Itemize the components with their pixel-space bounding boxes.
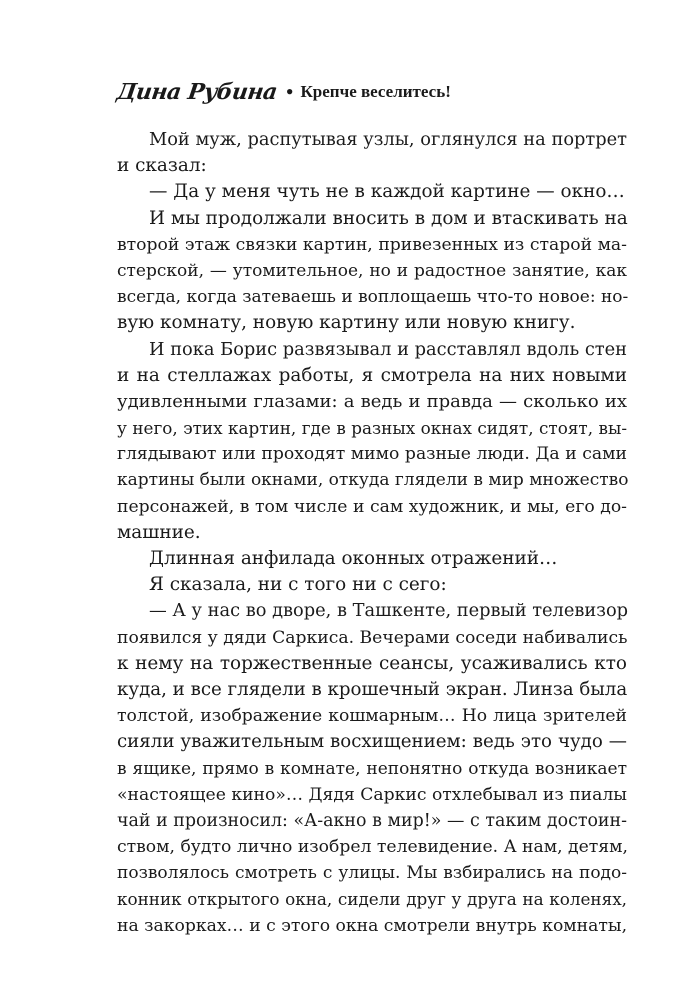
text-line: появился у дяди Саркиса. Вечерами соседи набивались (117, 627, 628, 648)
text-line: глядывают или проходят мимо разные люди. Да и сами (117, 444, 627, 465)
text-line: второй этаж связки картин, привезенных из старой ма- (117, 234, 627, 255)
text-line: к нему на торжественные сеансы, усаживались кто (117, 652, 627, 674)
text-line: персонажей, в том числе и сам художник, и мы, его до- (117, 496, 627, 517)
page-body (117, 127, 627, 939)
text-line: и сказал: (117, 155, 207, 177)
text-line: сияли уважительным восхищением: ведь это чудо — (117, 731, 627, 753)
text-line: толстой, изображение кошмарным… Но лица зрителей (117, 706, 627, 727)
text-line: И мы продолжали вносить в дом и втаскивать на (149, 207, 628, 229)
running-header (117, 76, 451, 108)
book-title: Крепче веселитесь! (300, 82, 451, 101)
text-line: удивленными глазами: а ведь и правда — сколько их (117, 390, 627, 412)
text-line: конник открытого окна, сидели друг у друга на коленях, (117, 889, 627, 910)
text-line: чай и произносил: «А-акно в мир!» — с таким достоин- (117, 810, 627, 831)
text-line: стерской, — утомительное, но и радостное занятие, как (117, 260, 627, 281)
text-line: вую комнату, новую картину или новую книгу. (117, 312, 576, 334)
text-line: куда, и все глядели в крошечный экран. Линза была (117, 678, 628, 700)
text-line: у него, этих картин, где в разных окнах сидят, стоят, вы- (117, 418, 627, 439)
text-line: всегда, когда затеваешь и воплощаешь что-то новое: но- (117, 287, 629, 308)
text-line: картины были окнами, откуда глядели в мир множество (117, 470, 629, 491)
text-line: позволялось смотреть с улицы. Мы взбирались на подо- (117, 863, 627, 884)
text-line: И пока Борис развязывал и расставлял вдоль стен (149, 338, 627, 360)
text-line: машние. (117, 521, 201, 543)
text-line: ством, будто лично изобрел телевидение. А нам, детям, (117, 837, 628, 858)
author-name: Дина Рубина (115, 79, 279, 105)
text-line: и на стеллажах работы, я смотрела на них новыми (117, 364, 627, 386)
header-separator: • (284, 83, 295, 101)
text-line: — Да у меня чуть не в каждой картине — окно… (149, 181, 625, 203)
text-line: Я сказала, ни с того ни с сего: (149, 574, 447, 596)
text-line: — А у нас во дворе, в Ташкенте, первый телевизор (149, 600, 629, 622)
text-line: Длинная анфилада оконных отражений… (149, 548, 558, 569)
text-line: Мой муж, распутывая узлы, оглянулся на портрет (149, 129, 627, 150)
text-line: в ящике, прямо в комнате, непонятно откуда возникает (117, 758, 627, 779)
text-line: на закорках… и с этого окна смотрели внутрь комнаты, (117, 915, 628, 936)
text-line: «настоящее кино»… Дядя Саркис отхлебывал из пиалы (117, 784, 627, 805)
